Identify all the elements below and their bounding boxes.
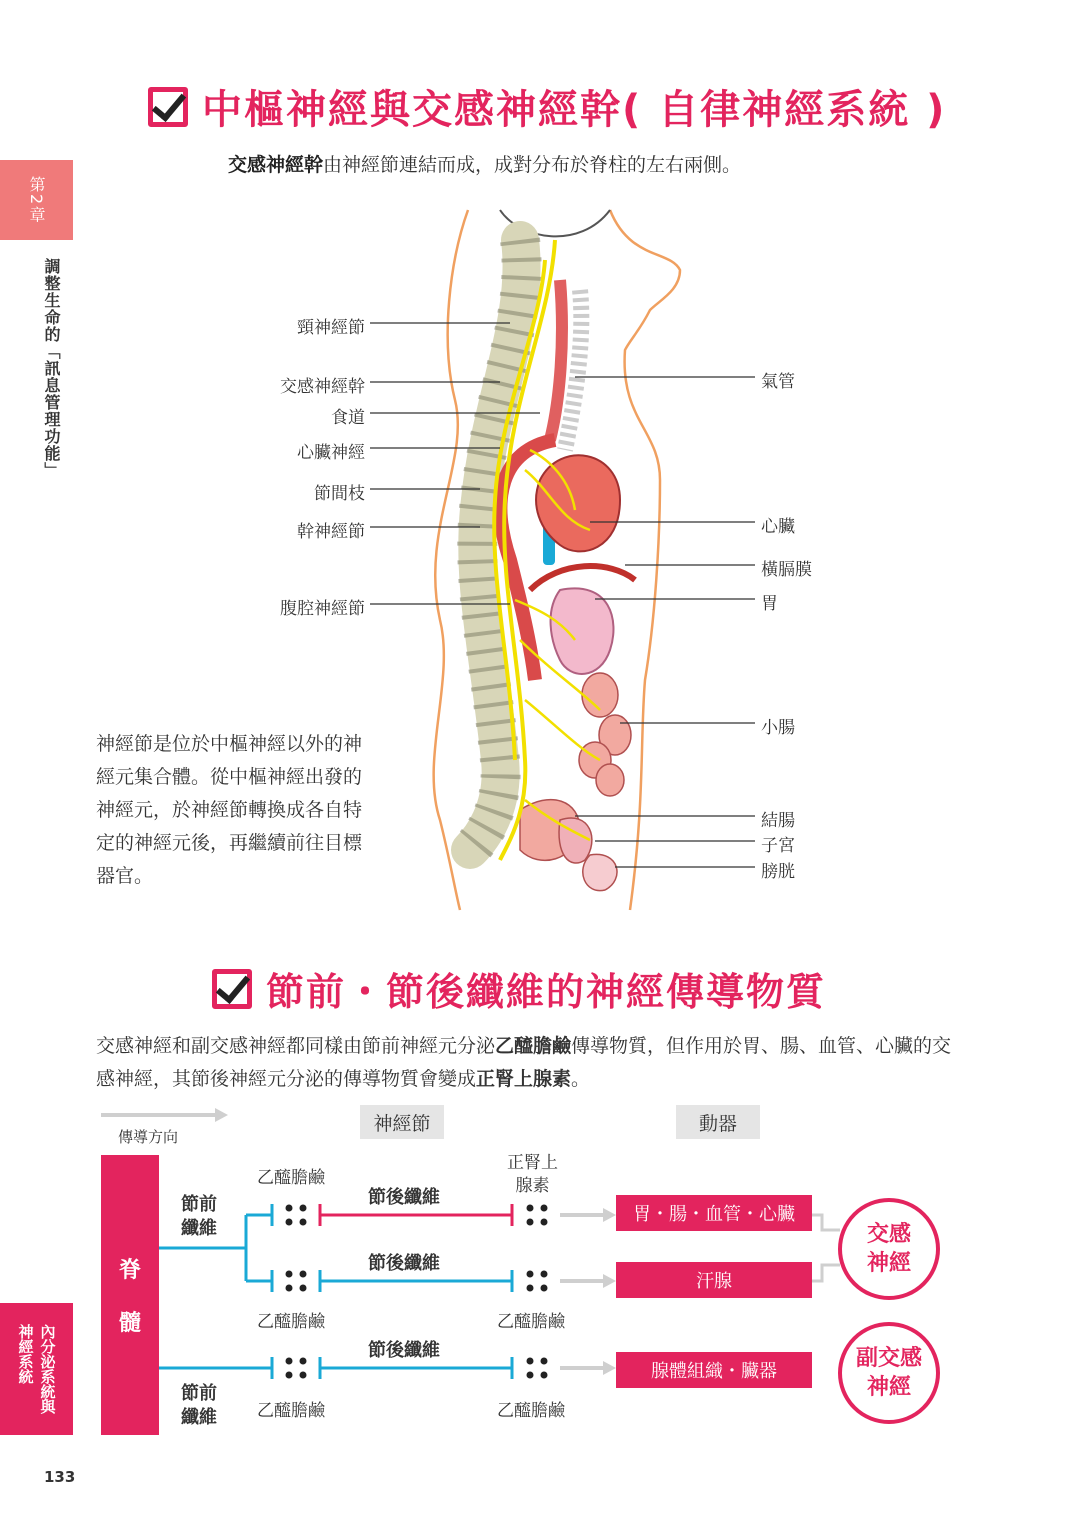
section-tab-label: 內分泌系統與 神經系統 <box>16 1324 57 1414</box>
postganglionic-label-2: 節後纖維 <box>368 1253 440 1274</box>
postganglionic-label-1: 節後纖維 <box>368 1187 440 1208</box>
label-diaphragm: 橫膈膜 <box>761 560 812 580</box>
ach-label-2: 乙醯膽鹼 <box>257 1312 325 1332</box>
checkbox-icon <box>148 87 188 127</box>
target-sweat-gland: 汗腺 <box>616 1262 812 1298</box>
section1-heading <box>148 78 946 135</box>
parasympathetic-circle: 副交感 神經 <box>838 1322 940 1424</box>
preganglionic-label-bottom: 節前 纖維 <box>181 1383 217 1428</box>
postganglionic-label-3: 節後纖維 <box>368 1340 440 1361</box>
ganglion-explanation: 神經節是位於中樞神經以外的神經元集合體。從中樞神經出發的神經元，於神經節轉換成各自特定的神經元後，再繼續前往目標器官。 <box>96 733 363 887</box>
spinal-cord-box <box>101 1155 159 1435</box>
ganglion-header: 神經節 <box>360 1105 444 1139</box>
label-uterus: 子宮 <box>761 836 795 856</box>
section2-title: 節前・節後纖維的神經傳導物質 <box>266 970 827 1014</box>
section1-title: 中樞神經與交感神經幹( 自律神經系統 ) <box>202 87 947 133</box>
label-colon: 結腸 <box>761 811 795 831</box>
label-sympathetic-trunk: 交感神經幹 <box>280 377 365 397</box>
label-small-intestine: 小腸 <box>761 718 795 738</box>
preganglionic-label-top: 節前 纖維 <box>181 1194 217 1239</box>
norepinephrine-label: 正腎上 腺素 <box>507 1153 558 1196</box>
ach-label-1: 乙醯膽鹼 <box>257 1168 325 1188</box>
ach-label-5: 乙醯膽鹼 <box>497 1401 565 1421</box>
label-cervical-ganglion: 頸神經節 <box>297 318 365 338</box>
label-stomach: 胃 <box>761 594 778 614</box>
sympathetic-circle: 交感 神經 <box>838 1198 940 1300</box>
section2-heading <box>212 961 826 1016</box>
label-heart: 心臟 <box>761 517 795 537</box>
effector-header: 動器 <box>676 1105 760 1139</box>
intro-keyword: 交感神經幹 <box>228 154 324 176</box>
chapter-title: 調整生命的「訊息管理功能」 <box>42 258 61 479</box>
section1-intro <box>228 150 741 177</box>
section2-intro <box>96 1030 966 1096</box>
label-cardiac-nerve: 心臟神經 <box>297 443 365 463</box>
ach-label-3: 乙醯膽鹼 <box>257 1401 325 1421</box>
ach-label-4: 乙醯膽鹼 <box>497 1312 565 1332</box>
spine-char-2: 髓 <box>118 1311 141 1336</box>
intro2-keyword-ne: 正腎上腺素 <box>476 1068 572 1090</box>
label-celiac-ganglion: 腹腔神經節 <box>280 599 365 619</box>
checkbox-icon <box>212 969 252 1009</box>
target-stomach-gut-vessels-heart: 胃・腸・血管・心臟 <box>616 1195 812 1231</box>
label-bladder: 膀胱 <box>761 862 795 882</box>
target-glands-organs: 腺體組織・臟器 <box>616 1352 812 1388</box>
page-number: 133 <box>44 1468 76 1486</box>
intro2-part: 。 <box>571 1068 591 1090</box>
anatomy-illustration <box>360 200 820 920</box>
intro2-keyword-ach: 乙醯膽鹼 <box>495 1035 572 1057</box>
intro2-part: 傳導物質，但作用於胃、腸、血管、心臟的交感神經，其節後神經元分泌的傳導物質會變成 <box>96 1035 952 1090</box>
label-trachea: 氣管 <box>761 372 795 392</box>
chapter-tab: 第2章 <box>0 160 73 240</box>
label-trunk-ganglion: 幹神經節 <box>297 522 365 542</box>
label-interganglionic-branch: 節間枝 <box>314 484 365 504</box>
front-outline <box>610 210 680 910</box>
label-esophagus: 食道 <box>331 408 365 428</box>
intro-text: 由神經節連結而成，成對分布於脊柱的左右兩側。 <box>323 154 742 176</box>
direction-label: 傳導方向 <box>118 1128 179 1146</box>
stomach-shape <box>551 588 614 674</box>
intro2-part: 交感神經和副交感神經都同樣由節前神經元分泌 <box>96 1035 496 1057</box>
intestine-shape <box>579 673 631 796</box>
spine-char-1: 脊 <box>118 1258 141 1283</box>
